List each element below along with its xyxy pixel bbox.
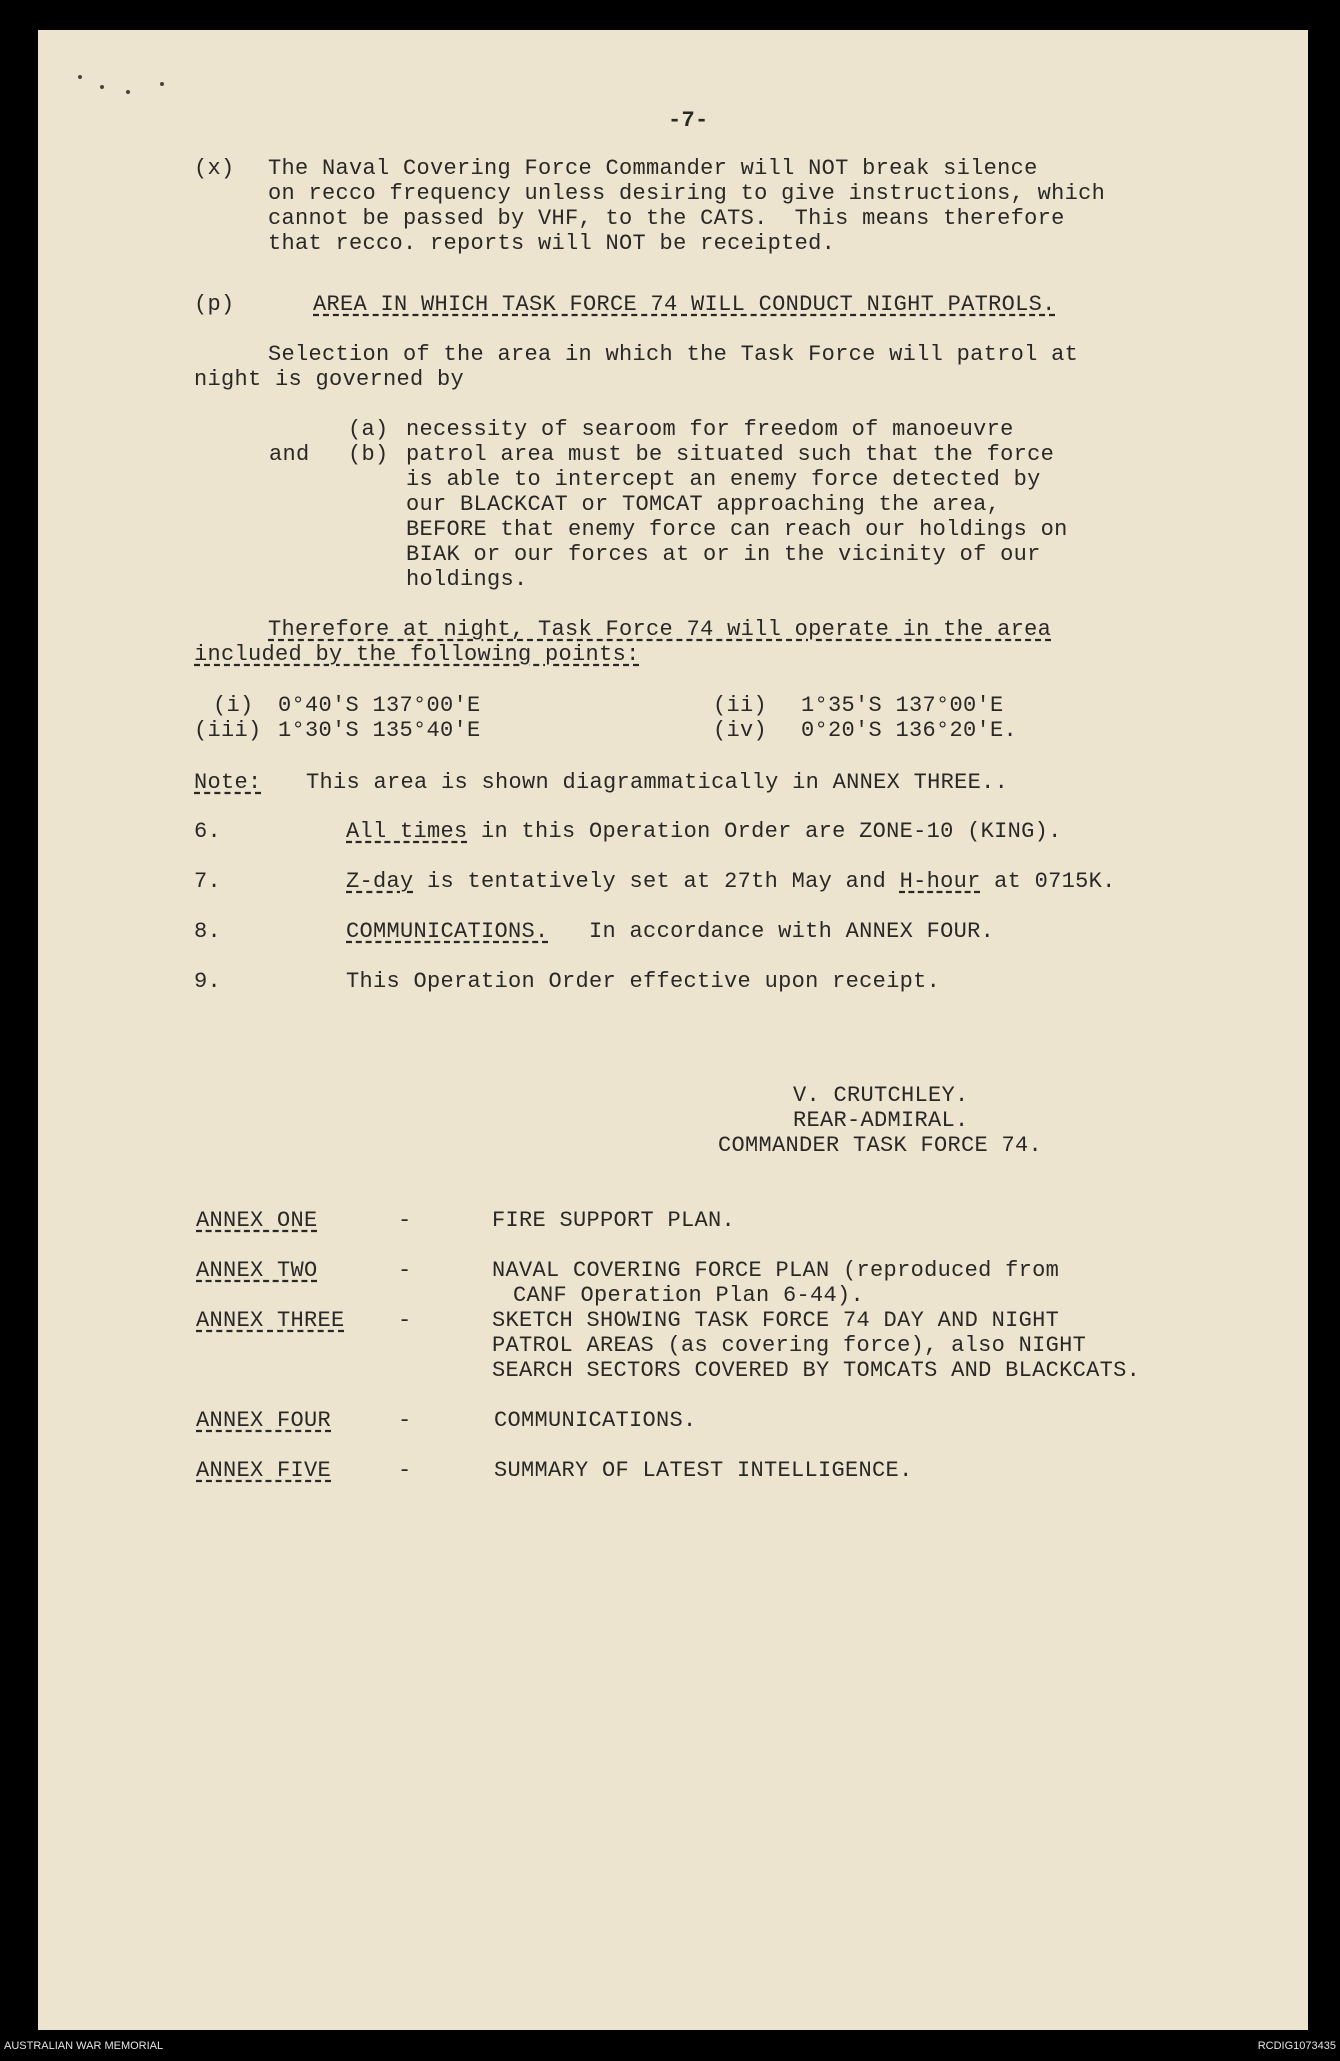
punch-mark xyxy=(78,75,82,79)
footer-source: AUSTRALIAN WAR MEMORIAL xyxy=(4,2040,164,2052)
signature-rank: REAR-ADMIRAL. xyxy=(793,1108,969,1133)
annex-text: SEARCH SECTORS COVERED BY TOMCATS AND BLACKCATS. xyxy=(492,1358,1141,1383)
annex-text: CANF Operation Plan 6-44). xyxy=(513,1283,865,1308)
item-8-rest: In accordance with ANNEX FOUR. xyxy=(548,919,995,944)
annex-text: FIRE SUPPORT PLAN. xyxy=(492,1208,736,1233)
selection-a-label: (a) xyxy=(348,417,389,442)
annex-dash: - xyxy=(398,1458,412,1483)
para-p-heading: AREA IN WHICH TASK FORCE 74 WILL CONDUCT NIGHT PATROLS. xyxy=(313,292,1056,317)
item-8-text xyxy=(346,919,994,944)
point-value: 1°35'S 137°00'E xyxy=(801,693,1004,718)
item-9-text: This Operation Order effective upon receipt. xyxy=(346,969,941,994)
document-page xyxy=(38,30,1308,2030)
selection-a-text: necessity of searoom for freedom of manoeuvre xyxy=(406,417,1014,442)
point-label: (iii) xyxy=(194,718,262,743)
punch-mark xyxy=(100,85,104,89)
selection-b-line: holdings. xyxy=(406,567,528,592)
selection-b-line: is able to intercept an enemy force detected by xyxy=(406,467,1041,492)
annex-dash: - xyxy=(398,1308,412,1333)
item-7-rest: at 0715K. xyxy=(980,869,1116,894)
signature-name: V. CRUTCHLEY. xyxy=(793,1083,969,1108)
annex-label: ANNEX ONE xyxy=(196,1208,318,1233)
therefore-line: Therefore at night, Task Force 74 will operate in the area xyxy=(268,617,1052,642)
item-number: 8. xyxy=(194,919,222,944)
selection-line: night is governed by xyxy=(194,367,465,392)
selection-b-line: our BLACKCAT or TOMCAT approaching the area, xyxy=(406,492,1001,517)
footer-id: RCDIG1073435 xyxy=(1257,2040,1336,2052)
point-label: (iv) xyxy=(713,718,768,743)
annex-dash: - xyxy=(398,1408,412,1433)
punch-mark xyxy=(160,82,164,86)
selection-line: Selection of the area in which the Task Force will patrol at xyxy=(268,342,1079,367)
item-6-text xyxy=(346,819,1062,844)
item-6-underlined: All times xyxy=(346,819,468,844)
note-text: This area is shown diagrammatically in ANNEX THREE.. xyxy=(306,770,1009,795)
point-value: 0°40'S 137°00'E xyxy=(278,693,481,718)
annex-text: NAVAL COVERING FORCE PLAN (reproduced from xyxy=(492,1258,1060,1283)
page-number: -7- xyxy=(668,108,709,133)
annex-label: ANNEX FOUR xyxy=(196,1408,332,1433)
annex-dash: - xyxy=(398,1208,412,1233)
selection-b-line: BEFORE that enemy force can reach our holdings on xyxy=(406,517,1068,542)
item-6-rest: in this Operation Order are ZONE-10 (KING). xyxy=(467,819,1062,844)
annex-text: SKETCH SHOWING TASK FORCE 74 DAY AND NIGHT xyxy=(492,1308,1060,1333)
selection-b-label: (b) xyxy=(348,442,389,467)
item-7-mid: is tentatively set at 27th May and xyxy=(413,869,900,894)
annex-text: COMMUNICATIONS. xyxy=(494,1408,697,1433)
annex-label: ANNEX FIVE xyxy=(196,1458,332,1483)
annex-label: ANNEX TWO xyxy=(196,1258,318,1283)
note-label: Note: xyxy=(194,770,262,795)
point-label: (ii) xyxy=(713,693,768,718)
item-number: 6. xyxy=(194,819,222,844)
annex-text: SUMMARY OF LATEST INTELLIGENCE. xyxy=(494,1458,913,1483)
signature-title: COMMANDER TASK FORCE 74. xyxy=(718,1133,1043,1158)
item-8-underlined: COMMUNICATIONS. xyxy=(346,919,549,944)
annex-dash: - xyxy=(398,1258,412,1283)
item-7-underlined: H-hour xyxy=(899,869,981,894)
para-x-line: that recco. reports will NOT be receipted. xyxy=(268,231,836,256)
punch-mark xyxy=(126,90,130,94)
annex-text: PATROL AREAS (as covering force), also NIGHT xyxy=(492,1333,1087,1358)
selection-and: and xyxy=(269,442,310,467)
selection-b-line: patrol area must be situated such that the force xyxy=(406,442,1055,467)
annex-label: ANNEX THREE xyxy=(196,1308,345,1333)
point-value: 1°30'S 135°40'E xyxy=(278,718,481,743)
therefore-line: included by the following points: xyxy=(194,642,640,667)
item-number: 9. xyxy=(194,969,222,994)
point-label: (i) xyxy=(213,693,254,718)
para-x-line: cannot be passed by VHF, to the CATS. This means therefore xyxy=(268,206,1065,231)
item-number: 7. xyxy=(194,869,222,894)
para-x-label: (x) xyxy=(194,156,235,181)
item-7-text xyxy=(346,869,1116,894)
para-p-label: (p) xyxy=(194,292,235,317)
item-7-underlined: Z-day xyxy=(346,869,414,894)
para-x-line: on recco frequency unless desiring to give instructions, which xyxy=(268,181,1106,206)
para-x-line: The Naval Covering Force Commander will NOT break silence xyxy=(268,156,1038,181)
point-value: 0°20'S 136°20'E. xyxy=(801,718,1018,743)
selection-b-line: BIAK or our forces at or in the vicinity of our xyxy=(406,542,1041,567)
